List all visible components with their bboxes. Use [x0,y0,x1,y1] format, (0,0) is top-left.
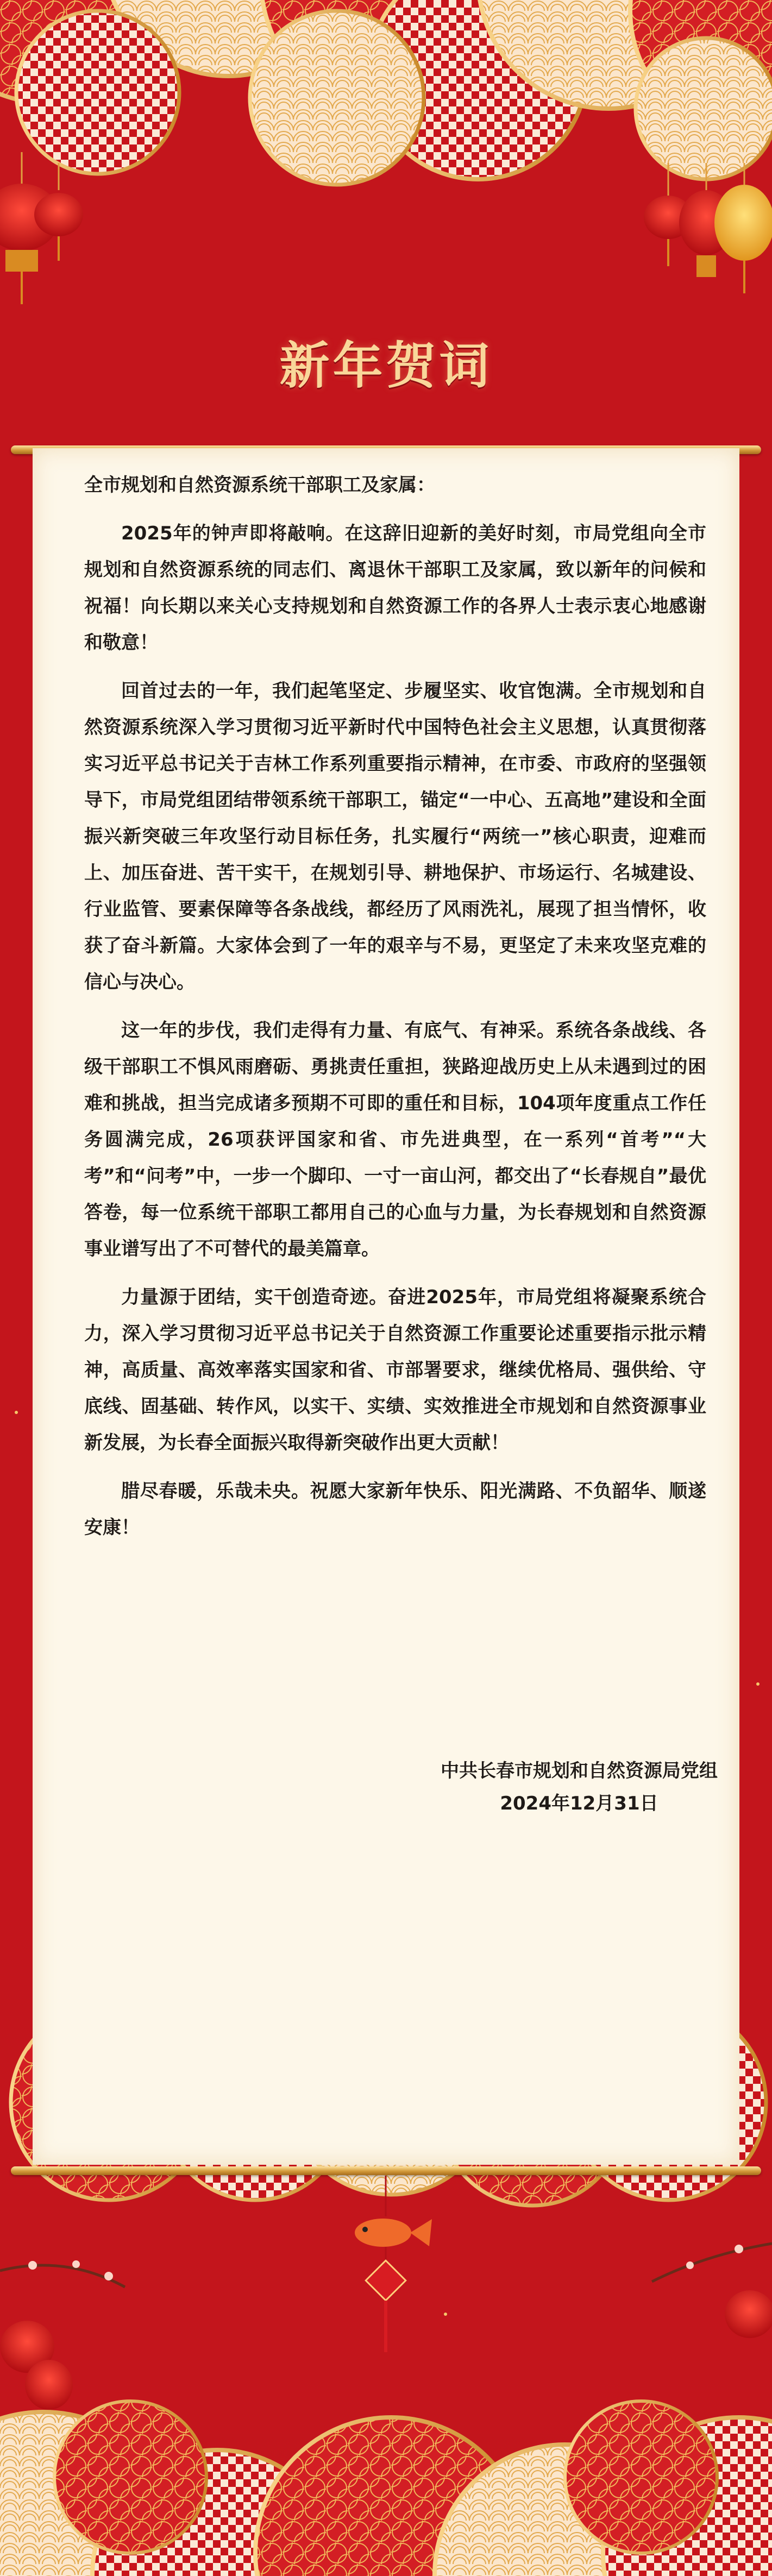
signature-organization: 中共长春市规划和自然资源局党组 [441,1760,718,1782]
letter-body [84,467,706,1546]
scroll-bottom-rod [11,2166,761,2175]
page-title: 新年贺词 [279,336,493,395]
signature-date: 2024年12月31日 [500,1793,658,1814]
letter-paragraph: 2025年的钟声即将敲响。在这辞旧迎新的美好时刻，市局党组向全市规划和自然资源系统的同志们、离退休干部职工及家属，致以新年的问候和祝福！向长期以来关心支持规划和自然资源工作的各界人士表示衷心地感谢和敬意！ [84,523,706,654]
plum-branch-right-icon [652,2244,772,2338]
top-wave-decoration [0,0,772,185]
letter-paragraph: 这一年的步伐，我们走得有力量、有底气、有神采。系统各条战线、各级干部职工不惧风雨磨砺、勇挑责任重担，狭路迎战历史上从未遇到过的困难和挑战，担当完成诸多预期不可即的重任和目标，104项年度重点工作任务圆满完成，26项获评国家和省、市先进典型，在一系列“首考”“大考”和“问考”中，一步一个脚印、一寸一亩山河，都交出了“长春规自”最优答卷，每一位系统干部职工都用自己的心血与力量，为长春规划和自然资源事业谱写出了不可替代的最美篇章。 [84,1020,706,1260]
letter-scroll [33,448,739,2165]
letter-paragraph: 腊尽春暖，乐哉未央。祝愿大家新年快乐、阳光满路、不负韶华、顺遂安康！ [84,1480,706,1538]
letter-signature [441,1755,718,1820]
letter-paragraph: 力量源于团结，实干创造奇迹。奋进2025年，市局党组将凝聚系统合力，深入学习贯彻习近平总书记关于自然资源工作重要论述重要指示批示精神，高质量、高效率落实国家和省、市部署要求，继续优格局、强供给、守底线、固基础、转作风，以实干、实绩、实效推进全市规划和自然资源事业新发展，为长春全面振兴取得新突破作出更大贡献！ [84,1286,706,1454]
letter-greeting: 全市规划和自然资源系统干部职工及家属： [84,474,435,496]
lantern-right-icon [644,163,772,293]
footer-wave-decoration [0,2401,772,2576]
plum-branch-left-icon [0,2260,125,2410]
lantern-left-icon [0,152,83,304]
letter-paragraph: 回首过去的一年，我们起笔坚定、步履坚实、收官饱满。全市规划和自然资源系统深入学习贯彻习近平新时代中国特色社会主义思想，认真贯彻落实习近平总书记关于吉林工作系列重要指示精神，在市委、市政府的坚强领导下，市局党组团结带领系统干部职工，锚定“一中心、五高地”建设和全面振兴新突破三年攻坚行动目标任务，扎实履行“两统一”核心职责，迎难而上、加压奋进、苦干实干，在规划引导、耕地保护、市场运行、名城建设、行业监管、要素保障等各条战线，都经历了风雨洗礼，展现了担当情怀，收获了奋斗新篇。大家体会到了一年的艰辛与不易，更坚定了未来攻坚克难的信心与决心。 [84,680,706,993]
koi-fish-knot-icon [355,2176,432,2352]
